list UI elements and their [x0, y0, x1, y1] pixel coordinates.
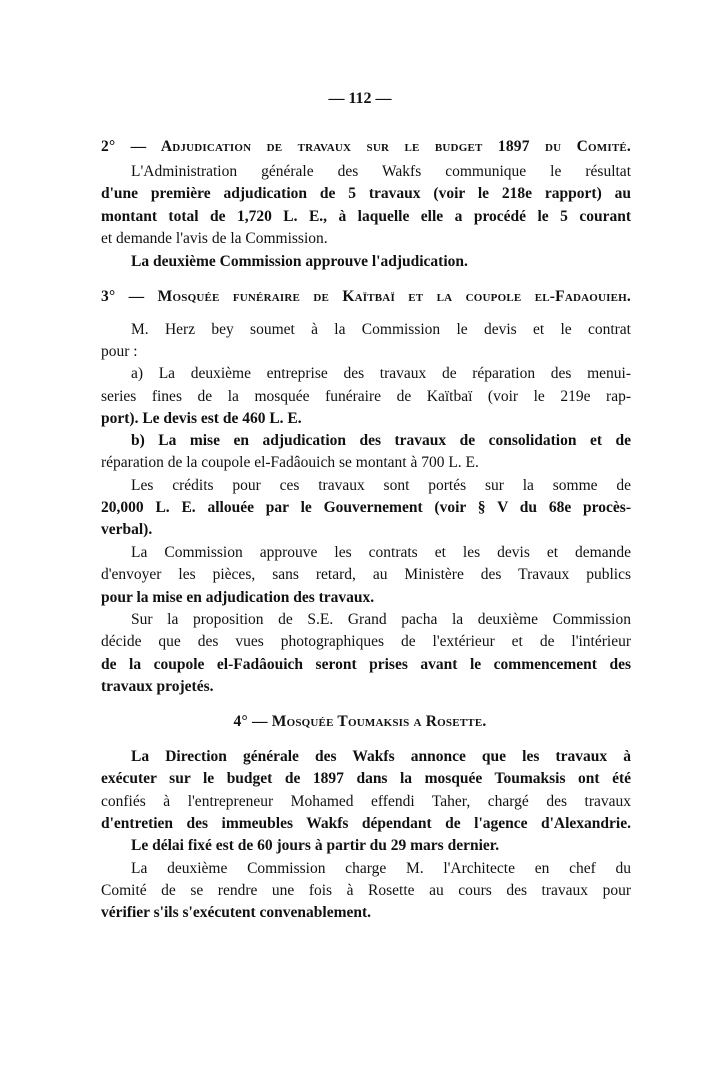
text-line: vérifier s'ils s'exécutent convenablement. [101, 904, 372, 921]
text-line: pour la mise en adjudication des travaux. [101, 589, 375, 606]
text-line: confiés à l'entrepreneur Mohamed effendi Taher, chargé des travaux [101, 793, 631, 810]
text-line: travaux projetés. [101, 678, 214, 695]
text-line: series fines de la mosquée funéraire de Kaïtbaï (voir le 219e rap- [101, 388, 631, 405]
text-line: réparation de la coupole el-Fadâouich se montant à 700 L. E. [101, 454, 479, 471]
text-line: La Direction générale des Wakfs annonce que les travaux à [131, 748, 631, 765]
text-line: verbal). [101, 521, 153, 538]
text-line: La deuxième Commission charge M. l'Architecte en chef du [131, 860, 631, 877]
text-line: La deuxième Commission approuve l'adjudication. [131, 253, 468, 270]
text-line: de la coupole el-Fadâouich seront prises avant le commencement des [101, 656, 631, 673]
text-line: L'Administration générale des Wakfs communique le résultat [131, 163, 631, 180]
section-heading: 4° — Mosquée Toumaksis a Rosette. [233, 713, 487, 730]
page-number: — 112 — [328, 90, 392, 107]
section-heading: 3° — Mosquée funéraire de Kaïtbaï et la coupole el-Fadaouieh. [101, 288, 631, 305]
text-line: La Commission approuve les contrats et les devis et demande [131, 544, 631, 561]
text-line: b) La mise en adjudication des travaux de consolidation et de [131, 432, 631, 449]
text-line: d'entretien des immeubles Wakfs dépendant de l'agence d'Alexandrie. [101, 815, 631, 832]
text-line: 20,000 L. E. allouée par le Gouvernement (voir § V du 68e procès- [101, 499, 631, 516]
text-line: a) La deuxième entreprise des travaux de réparation des menui- [131, 365, 631, 382]
text-line: M. Herz bey soumet à la Commission le devis et le contrat [131, 321, 631, 338]
text-line: port). Le devis est de 460 L. E. [101, 410, 302, 427]
text-line: d'une première adjudication de 5 travaux (voir le 218e rapport) au [101, 185, 631, 202]
section-heading: 2° — Adjudication de travaux sur le budget 1897 du Comité. [101, 138, 631, 155]
text-line: exécuter sur le budget de 1897 dans la mosquée Toumaksis ont été [101, 770, 631, 787]
text-line: Comité de se rendre une fois à Rosette au cours des travaux pour [101, 882, 631, 899]
text-line: pour : [101, 343, 138, 360]
text-line: décide que des vues photographiques de l'extérieur et de l'intérieur [101, 633, 631, 650]
text-line: Sur la proposition de S.E. Grand pacha la deuxième Commission [131, 611, 631, 628]
text-line: montant total de 1,720 L. E., à laquelle elle a procédé le 5 courant [101, 208, 631, 225]
text-line: Le délai fixé est de 60 jours à partir du 29 mars dernier. [131, 837, 500, 854]
text-line: Les crédits pour ces travaux sont portés sur la somme de [131, 477, 631, 494]
text-line: et demande l'avis de la Commission. [101, 230, 328, 247]
text-line: d'envoyer les pièces, sans retard, au Ministère des Travaux publics [101, 566, 631, 583]
